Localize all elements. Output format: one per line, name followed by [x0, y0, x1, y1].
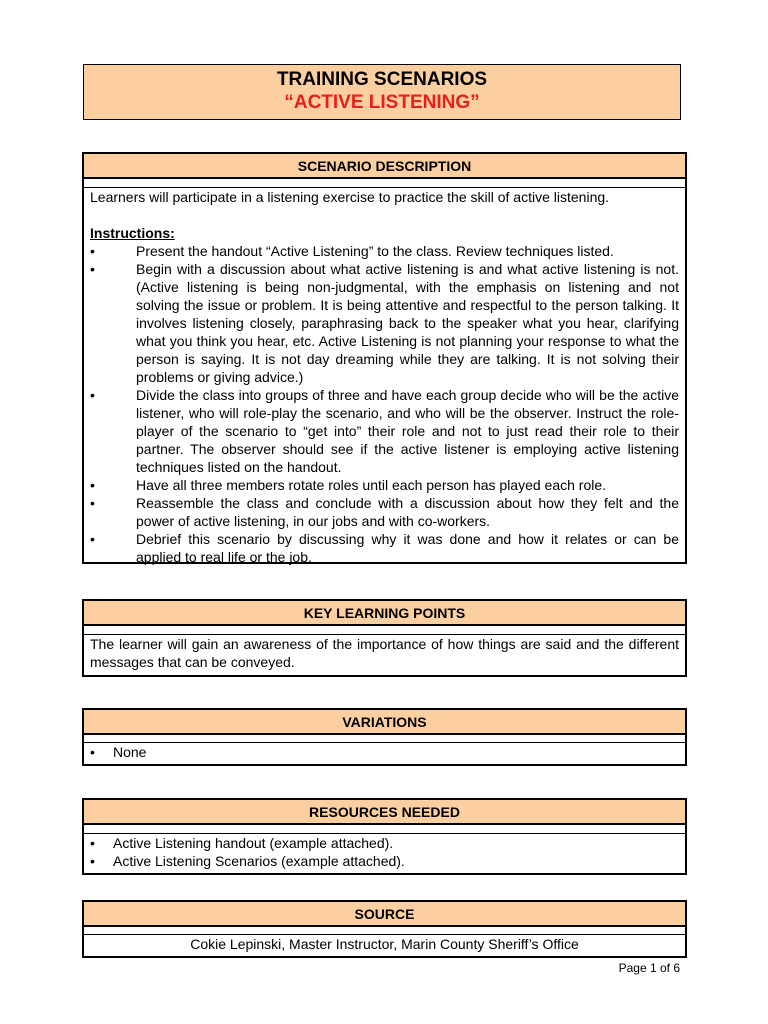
list-item: • Divide the class into groups of three and have each group decide who will be the active listener, who will role-play the scenario, and who will be the observer. Instruct the role-player of the scenario to “get into” their role and not to just read their role to their partner. The observer should see if the active listener is employing active listening techniques listed on the handout.	[90, 387, 679, 475]
resources-list	[90, 834, 679, 870]
resources-needed-body	[84, 825, 685, 873]
variations-section	[82, 708, 687, 766]
list-item: • Active Listening Scenarios (example attached).	[90, 853, 405, 869]
key-learning-points-section	[82, 599, 687, 677]
instructions-list	[90, 242, 679, 566]
source-section	[82, 900, 687, 958]
list-item: • Begin with a discussion about what active listening is and what active listening is not. (Active listening is being non-judgmental, with the emphasis on listening and not solving the issue or problem. It is being attentive and respectful to the person talking. It involves listening closely, paraphrasing back to the speaker what you hear, clarifying what you think you hear, etc. Active Listening is not planning your response to what the person is saying. It is not day dreaming while they are talking. It is not solving their problems or giving advice.)	[90, 261, 679, 385]
list-item: • Active Listening handout (example attached).	[90, 835, 394, 851]
document-title-box	[83, 64, 681, 120]
scenario-description-section	[82, 152, 687, 564]
source-body	[84, 927, 685, 956]
source-heading: SOURCE	[84, 902, 685, 927]
variations-list	[90, 743, 679, 761]
bullet-icon: •	[90, 744, 95, 760]
list-item: • Have all three members rotate roles until each person has played each role.	[90, 477, 607, 493]
list-item: • Debrief this scenario by discussing why it was done and how it relates or can be applied to real life or the job.	[90, 531, 679, 565]
document-subtitle: “ACTIVE LISTENING”	[284, 92, 480, 113]
resources-needed-section	[82, 798, 687, 875]
list-item: • None	[90, 744, 147, 760]
instructions-label: Instructions:	[90, 225, 175, 241]
scenario-description-heading: SCENARIO DESCRIPTION	[84, 154, 685, 179]
scenario-description-body	[84, 179, 685, 565]
bullet-icon: •	[90, 477, 95, 493]
bullet-icon: •	[90, 261, 95, 277]
resources-needed-heading: RESOURCES NEEDED	[84, 800, 685, 825]
list-item: • Present the handout “Active Listening” to the class. Review techniques listed.	[90, 243, 614, 259]
bullet-icon: •	[90, 835, 95, 851]
source-text: Cokie Lepinski, Master Instructor, Marin County Sheriff’s Office	[190, 936, 579, 952]
scenario-intro: Learners will participate in a listening exercise to practice the skill of active listening.	[90, 189, 610, 205]
bullet-icon: •	[90, 531, 95, 547]
bullet-icon: •	[90, 387, 95, 403]
key-learning-points-heading: KEY LEARNING POINTS	[84, 601, 685, 626]
key-learning-points-text: The learner will gain an awareness of the importance of how things are said and the different messages that can be conveyed.	[84, 626, 685, 675]
list-item: • Reassemble the class and conclude with a discussion about how they felt and the power of active listening, in our jobs and with co-workers.	[90, 495, 679, 529]
bullet-icon: •	[90, 243, 95, 259]
variations-body	[84, 735, 685, 764]
variations-heading: VARIATIONS	[84, 710, 685, 735]
document-title: TRAINING SCENARIOS	[276, 69, 488, 90]
page-number: Page 1 of 6	[618, 961, 680, 975]
bullet-icon: •	[90, 495, 95, 511]
bullet-icon: •	[90, 853, 95, 869]
